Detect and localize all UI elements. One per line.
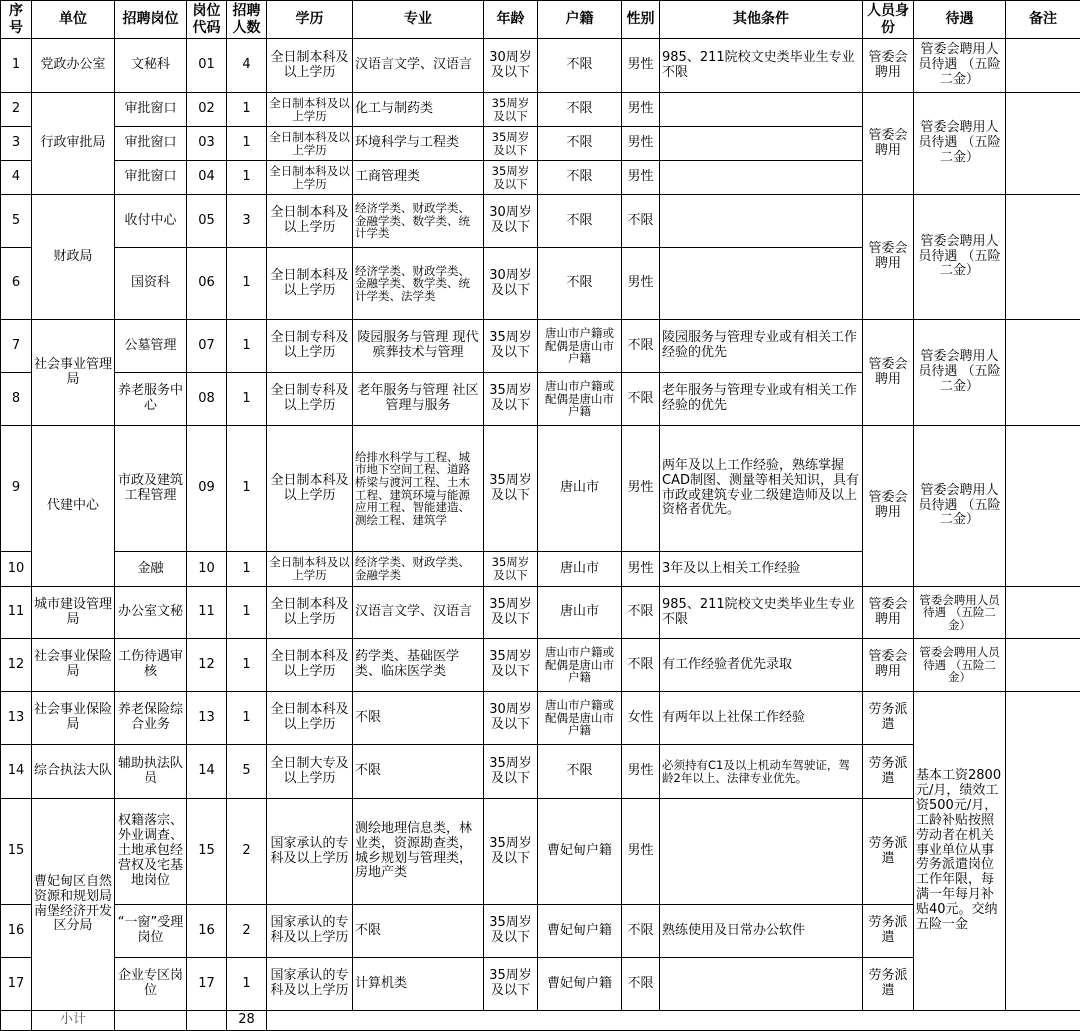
cell-unit: 行政审批局 xyxy=(32,93,115,195)
cell-age: 35周岁及以下 xyxy=(484,799,538,905)
header-code: 岗位代码 xyxy=(187,1,227,39)
cell-benefit: 管委会聘用人员待遇 （五险二金） xyxy=(914,320,1006,426)
cell-seq: 13 xyxy=(1,692,32,745)
cell-seq: 17 xyxy=(1,958,32,1011)
cell-code: 12 xyxy=(187,639,227,692)
table-row xyxy=(1,639,1080,692)
cell-benefit: 管委会聘用人员待遇 （五险二金） xyxy=(914,39,1006,93)
cell-other: 985、211院校文史类毕业生专业不限 xyxy=(660,587,863,639)
cell-other xyxy=(660,93,863,127)
header-unit: 单位 xyxy=(32,1,115,39)
cell-seq: 12 xyxy=(1,639,32,692)
header-major: 专业 xyxy=(353,1,484,39)
cell-edu: 全日制本科及以上学历 xyxy=(267,552,353,587)
cell-code: 01 xyxy=(187,39,227,93)
cell-count: 4 xyxy=(227,39,267,93)
cell-remark xyxy=(1006,692,1080,1011)
cell-unit: 党政办公室 xyxy=(32,39,115,93)
header-seq: 序号 xyxy=(1,1,32,39)
cell-edu: 全日制本科及以上学历 xyxy=(267,195,353,248)
cell-position: 审批窗口 xyxy=(115,127,187,161)
cell-other: 必须持有C1及以上机动车驾驶证，驾龄2年以上、法律专业优先。 xyxy=(660,745,863,799)
cell-count: 1 xyxy=(227,958,267,1011)
cell-hukou: 唐山市 xyxy=(538,426,622,552)
cell-major: 汉语言文学、汉语言 xyxy=(353,39,484,93)
cell-age: 30周岁及以下 xyxy=(484,195,538,248)
cell-identity: 管委会聘用 xyxy=(863,39,914,93)
header-identity: 人员身份 xyxy=(863,1,914,39)
cell-code: 13 xyxy=(187,692,227,745)
cell-hukou: 不限 xyxy=(538,745,622,799)
cell-position: 文秘科 xyxy=(115,39,187,93)
cell-position: 公墓管理 xyxy=(115,320,187,373)
cell-position: “一窗”受理岗位 xyxy=(115,905,187,958)
cell-seq: 8 xyxy=(1,373,32,426)
cell-major: 环境科学与工程类 xyxy=(353,127,484,161)
cell-position: 办公室文秘 xyxy=(115,587,187,639)
cell-major: 工商管理类 xyxy=(353,161,484,195)
cell-gender: 男性 xyxy=(622,161,660,195)
cell-count: 1 xyxy=(227,587,267,639)
cell-age: 30周岁及以下 xyxy=(484,692,538,745)
cell-position: 工伤待遇审核 xyxy=(115,639,187,692)
cell-position: 企业专区岗位 xyxy=(115,958,187,1011)
cell-code: 09 xyxy=(187,426,227,552)
cell-position: 权籍落宗、外业调查、土地承包经营权及宅基地岗位 xyxy=(115,799,187,905)
cell-seq: 5 xyxy=(1,195,32,248)
cell-major: 经济学类、财政学类、金融学类 xyxy=(353,552,484,587)
cell-identity: 劳务派遣 xyxy=(863,905,914,958)
table-row xyxy=(1,692,1080,745)
cell-unit: 财政局 xyxy=(32,195,115,320)
cell-age: 35周岁及以下 xyxy=(484,426,538,552)
cell-seq: 15 xyxy=(1,799,32,905)
cell-seq: 7 xyxy=(1,320,32,373)
cell-other: 老年服务与管理专业或有相关工作经验的优先 xyxy=(660,373,863,426)
cell-other xyxy=(660,195,863,248)
table-row xyxy=(1,195,1080,248)
cell-unit: 社会事业管理局 xyxy=(32,320,115,426)
cell-age: 35周岁及以下 xyxy=(484,127,538,161)
cell-edu: 国家承认的专科及以上学历 xyxy=(267,799,353,905)
subtotal-label: 小计 xyxy=(32,1011,115,1031)
cell-unit: 城市建设管理局 xyxy=(32,587,115,639)
cell-hukou: 唐山市 xyxy=(538,552,622,587)
cell-code: 07 xyxy=(187,320,227,373)
cell-benefit: 管委会聘用人员待遇 （五险二金） xyxy=(914,93,1006,195)
cell-gender: 不限 xyxy=(622,195,660,248)
cell-seq: 3 xyxy=(1,127,32,161)
cell-age: 35周岁及以下 xyxy=(484,958,538,1011)
cell-major: 给排水科学与工程、城市地下空间工程、道路桥梁与渡河工程、土木工程、建筑环境与能源应用工程、智能建造、测绘工程、建筑学 xyxy=(353,426,484,552)
cell-count: 1 xyxy=(227,93,267,127)
cell-count: 5 xyxy=(227,745,267,799)
cell-edu: 全日制本科及以上学历 xyxy=(267,692,353,745)
cell-seq: 10 xyxy=(1,552,32,587)
cell-identity: 劳务派遣 xyxy=(863,745,914,799)
cell-empty xyxy=(1,1011,32,1031)
cell-edu: 全日制本科及以上学历 xyxy=(267,161,353,195)
header-gender: 性别 xyxy=(622,1,660,39)
cell-identity: 管委会聘用 xyxy=(863,320,914,426)
cell-position: 审批窗口 xyxy=(115,93,187,127)
cell-gender: 不限 xyxy=(622,639,660,692)
cell-edu: 全日制专科及以上学历 xyxy=(267,320,353,373)
cell-code: 05 xyxy=(187,195,227,248)
table-row xyxy=(1,587,1080,639)
cell-code: 15 xyxy=(187,799,227,905)
cell-edu: 全日制本科及以上学历 xyxy=(267,93,353,127)
cell-identity: 管委会聘用 xyxy=(863,93,914,195)
cell-count: 1 xyxy=(227,552,267,587)
cell-gender: 男性 xyxy=(622,248,660,320)
cell-other: 有两年以上社保工作经验 xyxy=(660,692,863,745)
cell-other: 有工作经验者优先录取 xyxy=(660,639,863,692)
cell-remark xyxy=(1006,195,1080,320)
cell-identity: 管委会聘用 xyxy=(863,426,914,587)
cell-seq: 2 xyxy=(1,93,32,127)
cell-age: 35周岁及以下 xyxy=(484,93,538,127)
cell-other xyxy=(660,799,863,905)
cell-position: 辅助执法队员 xyxy=(115,745,187,799)
cell-other: 3年及以上相关工作经验 xyxy=(660,552,863,587)
cell-hukou: 不限 xyxy=(538,39,622,93)
cell-seq: 6 xyxy=(1,248,32,320)
cell-major: 计算机类 xyxy=(353,958,484,1011)
cell-major: 老年服务与管理 社区管理与服务 xyxy=(353,373,484,426)
cell-count: 1 xyxy=(227,373,267,426)
cell-gender: 不限 xyxy=(622,587,660,639)
table-row xyxy=(1,320,1080,373)
cell-hukou: 不限 xyxy=(538,127,622,161)
cell-major: 药学类、基础医学类、临床医学类 xyxy=(353,639,484,692)
cell-code: 11 xyxy=(187,587,227,639)
cell-gender: 不限 xyxy=(622,373,660,426)
cell-benefit: 基本工资2800元/月，绩效工资500元/月，工龄补贴按照劳动者在机关事业单位从事劳务派遣岗位工作年限，每满一年每月补贴40元。交纳五险一金 xyxy=(914,692,1006,1011)
header-edu: 学历 xyxy=(267,1,353,39)
cell-gender: 男性 xyxy=(622,745,660,799)
cell-major: 不限 xyxy=(353,745,484,799)
cell-code: 03 xyxy=(187,127,227,161)
cell-count: 1 xyxy=(227,320,267,373)
cell-seq: 11 xyxy=(1,587,32,639)
cell-major: 不限 xyxy=(353,905,484,958)
cell-age: 35周岁及以下 xyxy=(484,639,538,692)
cell-age: 30周岁及以下 xyxy=(484,39,538,93)
cell-empty xyxy=(187,1011,227,1031)
cell-major: 经济学类、财政学类、金融学类、数学类、统计学类、法学类 xyxy=(353,248,484,320)
subtotal-row xyxy=(1,1011,1080,1031)
cell-position: 审批窗口 xyxy=(115,161,187,195)
cell-gender: 男性 xyxy=(622,426,660,552)
cell-major: 测绘地理信息类，林业类，资源勘查类，城乡规划与管理类，房地产类 xyxy=(353,799,484,905)
cell-other xyxy=(660,127,863,161)
table-row xyxy=(1,39,1080,93)
cell-code: 14 xyxy=(187,745,227,799)
cell-code: 10 xyxy=(187,552,227,587)
cell-benefit: 管委会聘用人员待遇 （五险二金） xyxy=(914,639,1006,692)
header-age: 年龄 xyxy=(484,1,538,39)
cell-gender: 不限 xyxy=(622,320,660,373)
cell-edu: 全日制本科及以上学历 xyxy=(267,426,353,552)
cell-hukou: 不限 xyxy=(538,161,622,195)
cell-other: 985、211院校文史类毕业生专业不限 xyxy=(660,39,863,93)
cell-edu: 全日制专科及以上学历 xyxy=(267,373,353,426)
cell-count: 2 xyxy=(227,905,267,958)
cell-other: 熟练使用及日常办公软件 xyxy=(660,905,863,958)
cell-age: 35周岁及以下 xyxy=(484,161,538,195)
cell-count: 1 xyxy=(227,248,267,320)
cell-identity: 管委会聘用 xyxy=(863,587,914,639)
cell-unit: 社会事业保险局 xyxy=(32,692,115,745)
cell-gender: 男性 xyxy=(622,39,660,93)
cell-count: 1 xyxy=(227,127,267,161)
cell-seq: 14 xyxy=(1,745,32,799)
cell-benefit: 管委会聘用人员待遇 （五险二金） xyxy=(914,426,1006,587)
header-benefit: 待遇 xyxy=(914,1,1006,39)
table-row xyxy=(1,426,1080,552)
cell-unit: 社会事业保险局 xyxy=(32,639,115,692)
cell-gender: 男性 xyxy=(622,552,660,587)
cell-major: 不限 xyxy=(353,692,484,745)
cell-major: 化工与制药类 xyxy=(353,93,484,127)
cell-code: 02 xyxy=(187,93,227,127)
cell-hukou: 唐山市户籍或配偶是唐山市户籍 xyxy=(538,692,622,745)
cell-edu: 国家承认的专科及以上学历 xyxy=(267,958,353,1011)
cell-code: 04 xyxy=(187,161,227,195)
cell-edu: 国家承认的专科及以上学历 xyxy=(267,905,353,958)
cell-other: 两年及以上工作经验，熟练掌握CAD制图、测量等相关知识，具有市政或建筑专业二级建造师及以上资格者优先。 xyxy=(660,426,863,552)
cell-benefit: 管委会聘用人员待遇 （五险二金） xyxy=(914,195,1006,320)
cell-position: 市政及建筑工程管理 xyxy=(115,426,187,552)
cell-remark xyxy=(1006,639,1080,692)
cell-age: 35周岁及以下 xyxy=(484,552,538,587)
cell-remark xyxy=(1006,320,1080,426)
cell-hukou: 曹妃甸户籍 xyxy=(538,958,622,1011)
cell-identity: 劳务派遣 xyxy=(863,799,914,905)
cell-identity: 管委会聘用 xyxy=(863,639,914,692)
cell-remark xyxy=(1006,39,1080,93)
cell-code: 17 xyxy=(187,958,227,1011)
cell-seq: 4 xyxy=(1,161,32,195)
cell-hukou: 唐山市户籍或配偶是唐山市户籍 xyxy=(538,320,622,373)
cell-unit: 代建中心 xyxy=(32,426,115,587)
cell-hukou: 不限 xyxy=(538,248,622,320)
cell-count: 1 xyxy=(227,161,267,195)
cell-count: 3 xyxy=(227,195,267,248)
cell-major: 陵园服务与管理 现代殡葬技术与管理 xyxy=(353,320,484,373)
cell-empty xyxy=(267,1011,1080,1031)
cell-identity: 管委会聘用 xyxy=(863,195,914,320)
table-row xyxy=(1,93,1080,127)
cell-hukou: 不限 xyxy=(538,93,622,127)
cell-identity: 劳务派遣 xyxy=(863,958,914,1011)
cell-edu: 全日制本科及以上学历 xyxy=(267,39,353,93)
cell-benefit: 管委会聘用人员待遇 （五险二金） xyxy=(914,587,1006,639)
cell-other: 陵园服务与管理专业或有相关工作经验的优先 xyxy=(660,320,863,373)
header-position: 招聘岗位 xyxy=(115,1,187,39)
cell-gender: 男性 xyxy=(622,93,660,127)
cell-count: 1 xyxy=(227,639,267,692)
cell-other xyxy=(660,958,863,1011)
cell-edu: 全日制大专及以上学历 xyxy=(267,745,353,799)
subtotal-value: 28 xyxy=(227,1011,267,1031)
cell-age: 30周岁及以下 xyxy=(484,248,538,320)
cell-edu: 全日制本科及以上学历 xyxy=(267,639,353,692)
cell-age: 35周岁及以下 xyxy=(484,587,538,639)
cell-seq: 1 xyxy=(1,39,32,93)
header-hukou: 户籍 xyxy=(538,1,622,39)
cell-empty xyxy=(115,1011,187,1031)
cell-unit: 综合执法大队 xyxy=(32,745,115,799)
cell-major: 汉语言文学、汉语言 xyxy=(353,587,484,639)
cell-gender: 男性 xyxy=(622,799,660,905)
cell-gender: 男性 xyxy=(622,127,660,161)
cell-position: 金融 xyxy=(115,552,187,587)
cell-position: 国资科 xyxy=(115,248,187,320)
cell-position: 收付中心 xyxy=(115,195,187,248)
cell-code: 08 xyxy=(187,373,227,426)
cell-age: 35周岁及以下 xyxy=(484,745,538,799)
cell-other xyxy=(660,161,863,195)
cell-hukou: 唐山市 xyxy=(538,587,622,639)
cell-seq: 9 xyxy=(1,426,32,552)
cell-code: 16 xyxy=(187,905,227,958)
cell-position: 养老保险综合业务 xyxy=(115,692,187,745)
header-count: 招聘人数 xyxy=(227,1,267,39)
cell-hukou: 曹妃甸户籍 xyxy=(538,905,622,958)
cell-age: 35周岁及以下 xyxy=(484,320,538,373)
cell-hukou: 不限 xyxy=(538,195,622,248)
cell-hukou: 唐山市户籍或配偶是唐山市户籍 xyxy=(538,639,622,692)
cell-code: 06 xyxy=(187,248,227,320)
cell-remark xyxy=(1006,426,1080,587)
cell-identity: 劳务派遣 xyxy=(863,692,914,745)
cell-gender: 不限 xyxy=(622,905,660,958)
cell-count: 1 xyxy=(227,692,267,745)
cell-hukou: 曹妃甸户籍 xyxy=(538,799,622,905)
cell-age: 35周岁及以下 xyxy=(484,373,538,426)
cell-unit: 曹妃甸区自然资源和规划局南堡经济开发区分局 xyxy=(32,799,115,1011)
cell-age: 35周岁及以下 xyxy=(484,905,538,958)
cell-edu: 全日制本科及以上学历 xyxy=(267,587,353,639)
cell-other xyxy=(660,248,863,320)
cell-major: 经济学类、财政学类、金融学类、数学类、统计学类 xyxy=(353,195,484,248)
cell-seq: 16 xyxy=(1,905,32,958)
cell-edu: 全日制本科及以上学历 xyxy=(267,248,353,320)
cell-count: 1 xyxy=(227,426,267,552)
cell-count: 2 xyxy=(227,799,267,905)
cell-edu: 全日制本科及以上学历 xyxy=(267,127,353,161)
cell-remark xyxy=(1006,93,1080,195)
cell-gender: 女性 xyxy=(622,692,660,745)
header-row xyxy=(1,1,1080,39)
header-other: 其他条件 xyxy=(660,1,863,39)
cell-remark xyxy=(1006,587,1080,639)
header-remark: 备注 xyxy=(1006,1,1080,39)
cell-hukou: 唐山市户籍或配偶是唐山市户籍 xyxy=(538,373,622,426)
cell-gender: 不限 xyxy=(622,958,660,1011)
cell-position: 养老服务中心 xyxy=(115,373,187,426)
